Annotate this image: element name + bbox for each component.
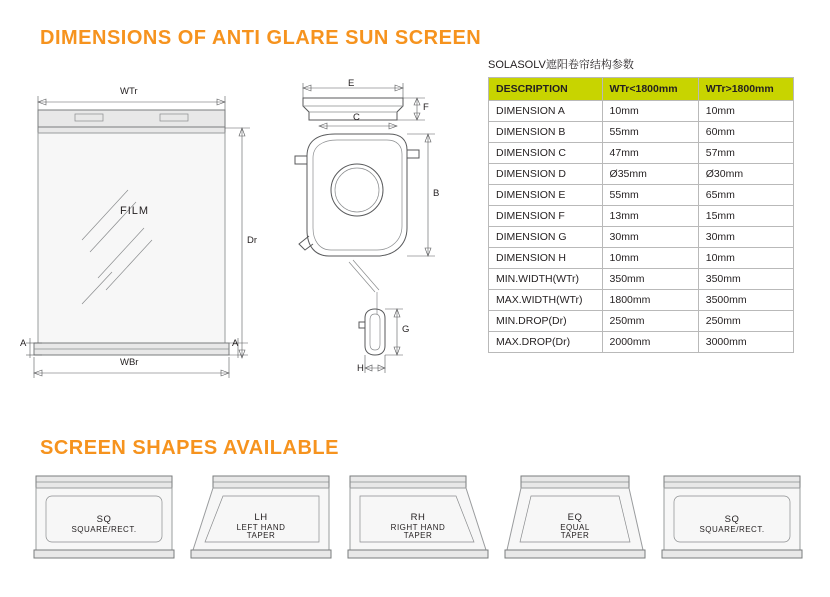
cell-small: 250mm <box>602 311 698 332</box>
cell-small: 10mm <box>602 101 698 122</box>
shape-code-text-5: SQ <box>724 514 740 525</box>
shape-code-text-4: EQ <box>567 512 583 523</box>
table-header-row <box>489 78 794 101</box>
shape-desc-1 <box>28 525 180 534</box>
label-b: B <box>433 188 440 199</box>
cell-small: 30mm <box>602 227 698 248</box>
table-row <box>489 248 794 269</box>
table-row <box>489 143 794 164</box>
cell-small: 2000mm <box>602 332 698 353</box>
table-row <box>489 311 794 332</box>
cell-description: DIMENSION G <box>489 227 603 248</box>
cell-description: DIMENSION A <box>489 101 603 122</box>
screen-shapes-row <box>28 470 808 570</box>
cell-large: 15mm <box>698 206 793 227</box>
shape-desc-text-4: EQUAL <box>560 523 590 532</box>
shape-lh <box>185 470 337 570</box>
label-film: FILM <box>120 205 150 217</box>
table-row <box>489 122 794 143</box>
table-header-description: DESCRIPTION <box>489 78 603 101</box>
page-title: DIMENSIONS OF ANTI GLARE SUN SCREEN <box>40 27 482 49</box>
cell-large: 30mm <box>698 227 793 248</box>
cell-small: 55mm <box>602 185 698 206</box>
shape-code-text-2: LH <box>254 512 268 523</box>
shape-desc-text-1: SQUARE/RECT. <box>71 525 137 534</box>
cell-small: 10mm <box>602 248 698 269</box>
spec-table-container <box>488 56 794 353</box>
spec-table <box>488 77 794 353</box>
label-a-left: A <box>20 338 27 349</box>
cell-description: DIMENSION B <box>489 122 603 143</box>
cell-description: DIMENSION F <box>489 206 603 227</box>
cell-large: 250mm <box>698 311 793 332</box>
cell-small: 350mm <box>602 269 698 290</box>
label-h: H <box>357 363 364 374</box>
label-e: E <box>348 78 355 89</box>
table-row <box>489 101 794 122</box>
shape-desc-text-2: LEFT HAND <box>236 523 286 532</box>
cell-description: DIMENSION H <box>489 248 603 269</box>
shape-rh <box>342 470 494 570</box>
cell-large: 10mm <box>698 248 793 269</box>
shape-desc2-4 <box>499 531 651 540</box>
cell-small: 55mm <box>602 122 698 143</box>
cell-description: DIMENSION E <box>489 185 603 206</box>
shape-sq-1 <box>28 470 180 570</box>
cell-large: 350mm <box>698 269 793 290</box>
shape-code-text-3: RH <box>410 512 426 523</box>
table-row <box>489 164 794 185</box>
front-view-drawing <box>20 80 270 380</box>
cell-large: 3000mm <box>698 332 793 353</box>
section-view-drawing <box>285 78 445 383</box>
cell-description: DIMENSION D <box>489 164 603 185</box>
shape-code-text-1: SQ <box>96 514 112 525</box>
shape-desc2-text-2: TAPER <box>246 531 276 540</box>
section-view-svg <box>285 78 445 383</box>
cell-description: DIMENSION C <box>489 143 603 164</box>
label-a-right: A <box>232 338 239 349</box>
cell-large: 65mm <box>698 185 793 206</box>
table-row <box>489 269 794 290</box>
shape-desc2-2 <box>185 531 337 540</box>
cell-large: 60mm <box>698 122 793 143</box>
label-wbr-bottom: WBr <box>120 357 139 368</box>
cell-small: Ø35mm <box>602 164 698 185</box>
cell-small: 47mm <box>602 143 698 164</box>
table-header-wtr-small: WTr<1800mm <box>602 78 698 101</box>
shape-code-2 <box>185 512 337 523</box>
cell-small: 13mm <box>602 206 698 227</box>
shape-desc-5 <box>656 525 808 534</box>
shape-code-4 <box>499 512 651 523</box>
table-row <box>489 206 794 227</box>
shape-code-1 <box>28 514 180 525</box>
table-row <box>489 290 794 311</box>
table-row <box>489 185 794 206</box>
shape-eq <box>499 470 651 570</box>
cell-large: 10mm <box>698 101 793 122</box>
shape-code-5 <box>656 514 808 525</box>
label-wtr-top: WTr <box>120 86 138 97</box>
cell-description: MIN.DROP(Dr) <box>489 311 603 332</box>
cell-large: 57mm <box>698 143 793 164</box>
shape-desc-text-5: SQUARE/RECT. <box>699 525 765 534</box>
shape-desc-text-3: RIGHT HAND <box>390 523 446 532</box>
shape-desc2-text-4: TAPER <box>560 531 590 540</box>
shapes-section-title: SCREEN SHAPES AVAILABLE <box>40 437 339 459</box>
cell-description: MAX.WIDTH(WTr) <box>489 290 603 311</box>
table-caption: SOLASOLV遮阳卷帘结构参数 <box>488 59 634 71</box>
front-view-svg <box>20 80 270 380</box>
table-row <box>489 332 794 353</box>
shape-desc2-text-3: TAPER <box>403 531 433 540</box>
cell-description: MIN.WIDTH(WTr) <box>489 269 603 290</box>
shape-code-3 <box>342 512 494 523</box>
label-g: G <box>402 324 410 335</box>
shape-sq-2 <box>656 470 808 570</box>
cell-small: 1800mm <box>602 290 698 311</box>
shape-desc2-3 <box>342 531 494 540</box>
label-dr: Dr <box>247 235 258 246</box>
label-c: C <box>353 112 360 123</box>
cell-large: 3500mm <box>698 290 793 311</box>
cell-description: MAX.DROP(Dr) <box>489 332 603 353</box>
table-row <box>489 227 794 248</box>
label-f: F <box>423 102 429 113</box>
table-header-wtr-large: WTr>1800mm <box>698 78 793 101</box>
cell-large: Ø30mm <box>698 164 793 185</box>
